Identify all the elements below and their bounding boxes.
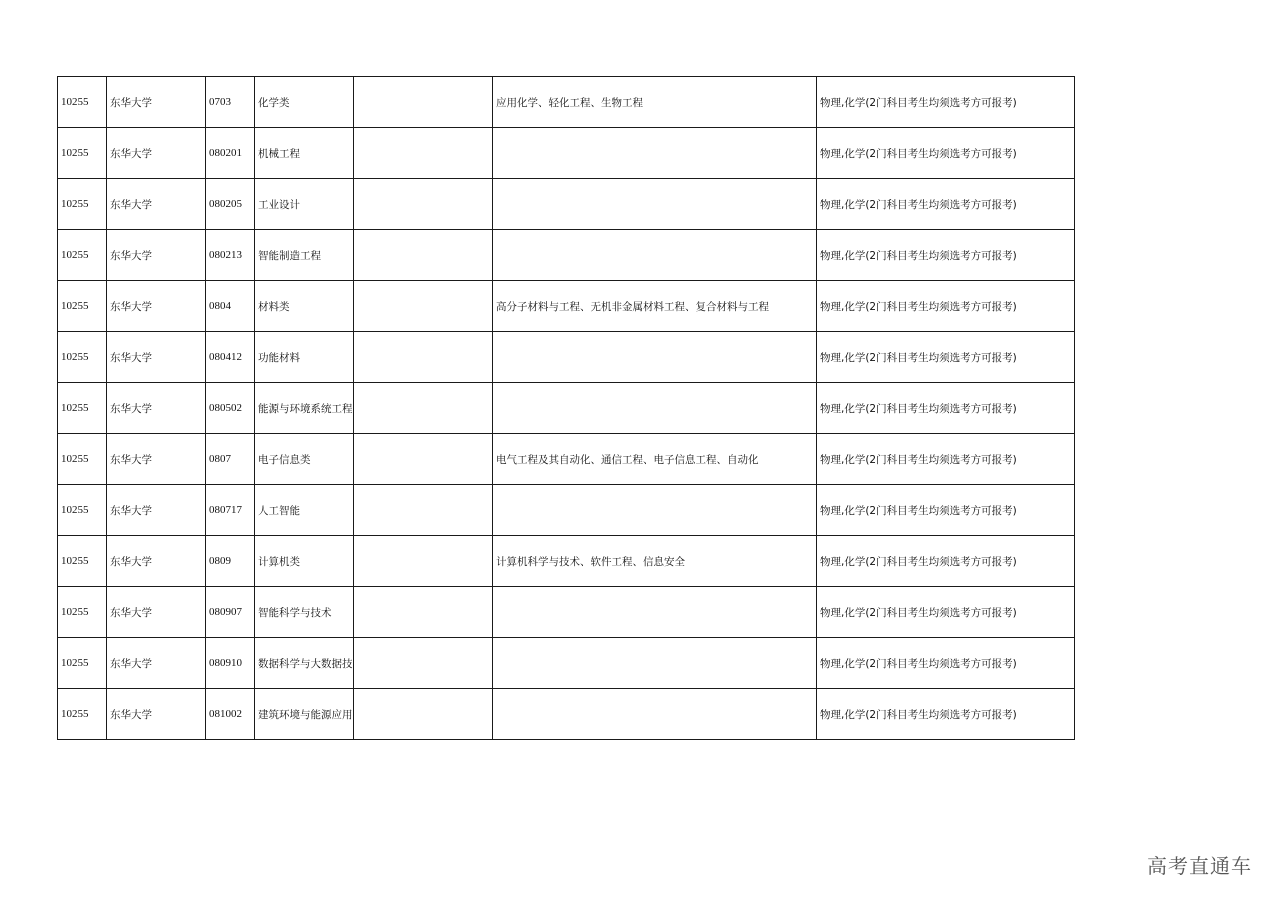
table-row [58, 281, 1075, 332]
major-code-cell: 080502 [206, 383, 255, 434]
subject-requirement-cell: 物理,化学(2门科目考生均须选考方可报考) [817, 179, 1075, 230]
included-majors-cell: 高分子材料与工程、无机非金属材料工程、复合材料与工程 [493, 281, 817, 332]
note-cell [354, 128, 493, 179]
major-code-cell: 081002 [206, 689, 255, 740]
table-row [58, 587, 1075, 638]
note-cell [354, 281, 493, 332]
major-name-cell: 机械工程 [255, 128, 354, 179]
subject-requirement-cell: 物理,化学(2门科目考生均须选考方可报考) [817, 434, 1075, 485]
included-majors-cell [493, 179, 817, 230]
table-row [58, 434, 1075, 485]
subject-requirement-cell: 物理,化学(2门科目考生均须选考方可报考) [817, 485, 1075, 536]
subject-requirement-cell: 物理,化学(2门科目考生均须选考方可报考) [817, 383, 1075, 434]
note-cell [354, 485, 493, 536]
school-name-cell: 东华大学 [107, 332, 206, 383]
subject-requirement-cell: 物理,化学(2门科目考生均须选考方可报考) [817, 587, 1075, 638]
major-code-cell: 080412 [206, 332, 255, 383]
major-name-cell: 电子信息类 [255, 434, 354, 485]
subject-requirement-cell: 物理,化学(2门科目考生均须选考方可报考) [817, 638, 1075, 689]
major-code-cell: 080205 [206, 179, 255, 230]
major-name-cell: 人工智能 [255, 485, 354, 536]
major-name-cell: 材料类 [255, 281, 354, 332]
major-name-cell: 智能科学与技术 [255, 587, 354, 638]
table-row [58, 638, 1075, 689]
included-majors-cell [493, 689, 817, 740]
school-code-cell: 10255 [58, 536, 107, 587]
major-name-cell: 智能制造工程 [255, 230, 354, 281]
school-code-cell: 10255 [58, 77, 107, 128]
note-cell [354, 536, 493, 587]
note-cell [354, 383, 493, 434]
subject-requirement-cell: 物理,化学(2门科目考生均须选考方可报考) [817, 230, 1075, 281]
school-name-cell: 东华大学 [107, 179, 206, 230]
note-cell [354, 434, 493, 485]
included-majors-cell [493, 332, 817, 383]
note-cell [354, 179, 493, 230]
major-code-cell: 080907 [206, 587, 255, 638]
school-name-cell: 东华大学 [107, 128, 206, 179]
school-code-cell: 10255 [58, 689, 107, 740]
included-majors-cell: 计算机科学与技术、软件工程、信息安全 [493, 536, 817, 587]
school-code-cell: 10255 [58, 587, 107, 638]
school-code-cell: 10255 [58, 383, 107, 434]
school-code-cell: 10255 [58, 230, 107, 281]
major-name-cell: 数据科学与大数据技 [255, 638, 354, 689]
note-cell [354, 332, 493, 383]
major-code-cell: 0807 [206, 434, 255, 485]
school-code-cell: 10255 [58, 485, 107, 536]
table-row [58, 230, 1075, 281]
note-cell [354, 587, 493, 638]
included-majors-cell: 电气工程及其自动化、通信工程、电子信息工程、自动化 [493, 434, 817, 485]
school-code-cell: 10255 [58, 332, 107, 383]
table-row [58, 128, 1075, 179]
subject-requirement-cell: 物理,化学(2门科目考生均须选考方可报考) [817, 77, 1075, 128]
note-cell [354, 638, 493, 689]
major-code-cell: 080717 [206, 485, 255, 536]
watermark-text: 高考直通车 [1147, 854, 1252, 878]
school-name-cell: 东华大学 [107, 434, 206, 485]
subject-requirement-cell: 物理,化学(2门科目考生均须选考方可报考) [817, 128, 1075, 179]
school-name-cell: 东华大学 [107, 77, 206, 128]
school-name-cell: 东华大学 [107, 638, 206, 689]
subject-requirement-cell: 物理,化学(2门科目考生均须选考方可报考) [817, 332, 1075, 383]
included-majors-cell [493, 383, 817, 434]
subject-requirement-cell: 物理,化学(2门科目考生均须选考方可报考) [817, 281, 1075, 332]
note-cell [354, 77, 493, 128]
major-code-cell: 080910 [206, 638, 255, 689]
major-name-cell: 计算机类 [255, 536, 354, 587]
table-row [58, 485, 1075, 536]
major-name-cell: 建筑环境与能源应用 [255, 689, 354, 740]
school-name-cell: 东华大学 [107, 485, 206, 536]
major-code-cell: 0804 [206, 281, 255, 332]
subject-requirement-cell: 物理,化学(2门科目考生均须选考方可报考) [817, 689, 1075, 740]
table-row [58, 179, 1075, 230]
school-name-cell: 东华大学 [107, 689, 206, 740]
subject-requirement-cell: 物理,化学(2门科目考生均须选考方可报考) [817, 536, 1075, 587]
major-name-cell: 能源与环境系统工程 [255, 383, 354, 434]
school-code-cell: 10255 [58, 638, 107, 689]
included-majors-cell [493, 230, 817, 281]
major-code-cell: 080201 [206, 128, 255, 179]
school-name-cell: 东华大学 [107, 230, 206, 281]
school-name-cell: 东华大学 [107, 281, 206, 332]
included-majors-cell [493, 587, 817, 638]
included-majors-cell [493, 128, 817, 179]
requirements-table [57, 76, 1075, 740]
table-body [58, 77, 1075, 740]
school-code-cell: 10255 [58, 128, 107, 179]
school-code-cell: 10255 [58, 434, 107, 485]
included-majors-cell: 应用化学、轻化工程、生物工程 [493, 77, 817, 128]
table-row [58, 536, 1075, 587]
included-majors-cell [493, 638, 817, 689]
table-row [58, 77, 1075, 128]
school-code-cell: 10255 [58, 281, 107, 332]
major-name-cell: 功能材料 [255, 332, 354, 383]
note-cell [354, 689, 493, 740]
table-row [58, 383, 1075, 434]
table-row [58, 332, 1075, 383]
included-majors-cell [493, 485, 817, 536]
major-name-cell: 化学类 [255, 77, 354, 128]
major-code-cell: 0703 [206, 77, 255, 128]
school-name-cell: 东华大学 [107, 587, 206, 638]
major-code-cell: 0809 [206, 536, 255, 587]
school-name-cell: 东华大学 [107, 383, 206, 434]
major-code-cell: 080213 [206, 230, 255, 281]
school-code-cell: 10255 [58, 179, 107, 230]
table-row [58, 689, 1075, 740]
major-name-cell: 工业设计 [255, 179, 354, 230]
note-cell [354, 230, 493, 281]
school-name-cell: 东华大学 [107, 536, 206, 587]
